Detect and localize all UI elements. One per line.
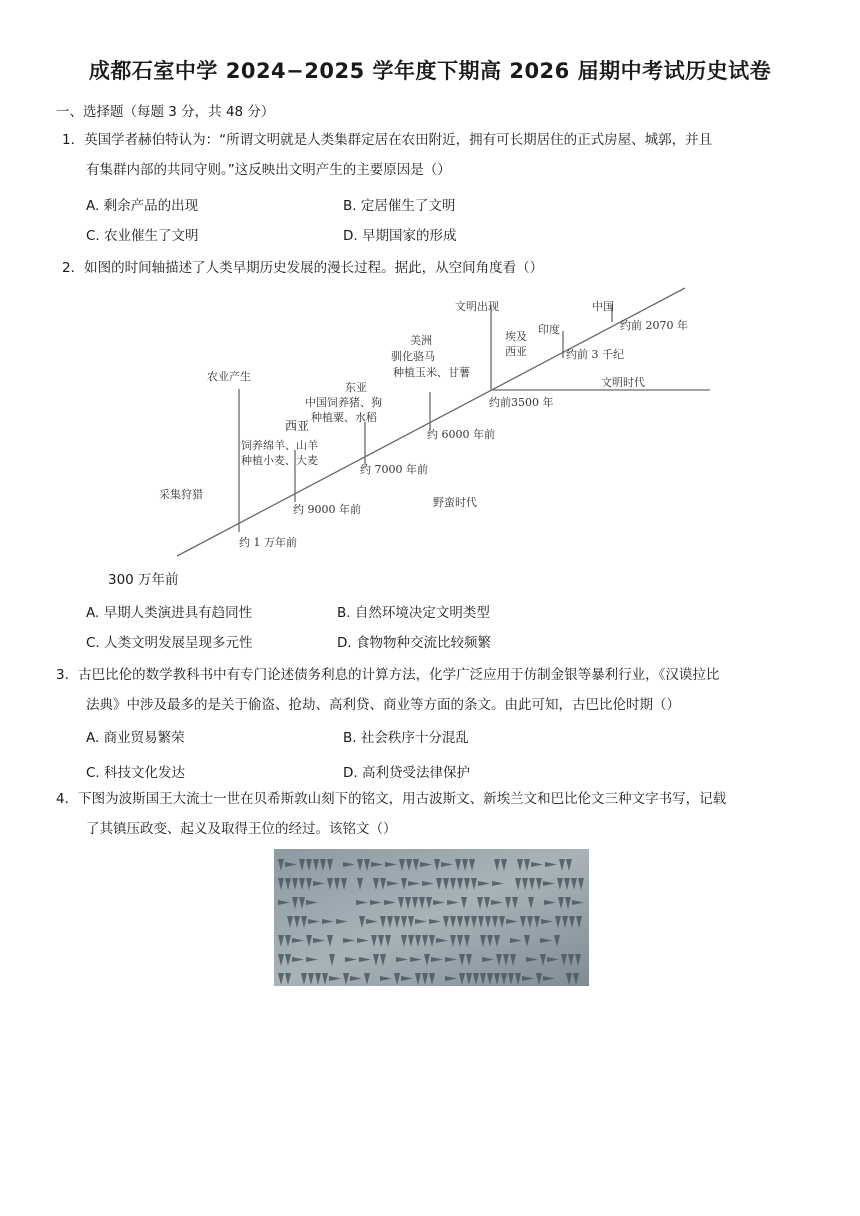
question-number: 2．	[62, 260, 85, 276]
option-b[interactable]: B. 定居催生了文明	[343, 198, 456, 214]
section-heading: 一、选择题（每题 3 分，共 48 分）	[56, 104, 275, 120]
label-americas-1: 驯化骆马	[391, 350, 435, 363]
option-c[interactable]: C. 农业催生了文明	[86, 228, 199, 244]
label-agriculture: 农业产生	[207, 370, 251, 383]
label-3500: 约前3500 年	[489, 396, 554, 409]
label-east-asia-2: 种植粟、水稻	[311, 411, 377, 424]
label-6000: 约 6000 年前	[427, 428, 495, 441]
question-4	[56, 784, 826, 814]
option-a[interactable]: A. 早期人类演进具有趋同性	[86, 605, 253, 621]
question-number: 4．	[56, 791, 79, 807]
label-india: 印度	[538, 323, 560, 336]
question-stem: 下图为波斯国王大流士一世在贝希斯敦山刻下的铭文，用古波斯文、新埃兰文和巴比伦文三种文字书写，记载	[78, 791, 727, 807]
label-barbarian: 野蛮时代	[433, 496, 477, 509]
question-stem: 英国学者赫伯特认为：“所谓文明就是人类集群定居在农田附近，拥有可长期居住的正式房屋、城郭，并且	[84, 132, 713, 148]
option-b[interactable]: B. 自然环境决定文明类型	[337, 605, 490, 621]
label-americas-2: 种植玉米、甘薯	[393, 366, 470, 379]
option-b[interactable]: B. 社会秩序十分混乱	[343, 730, 469, 746]
question-stem: 如图的时间轴描述了人类早期历史发展的漫长过程。据此，从空间角度看（）	[84, 260, 544, 276]
option-a[interactable]: A. 剩余产品的出现	[86, 198, 199, 214]
option-d[interactable]: D. 高利贷受法律保护	[343, 765, 470, 781]
label-east-asia: 东亚	[345, 381, 367, 394]
label-americas: 美洲	[410, 334, 432, 347]
option-c[interactable]: C. 科技文化发达	[86, 765, 186, 781]
label-civ-era: 文明时代	[601, 376, 645, 389]
label-10000: 约 1 万年前	[239, 536, 297, 549]
label-9000: 约 9000 年前	[293, 503, 361, 516]
option-c[interactable]: C. 人类文明发展呈现多元性	[86, 635, 253, 651]
label-3000: 约前 3 千纪	[566, 348, 624, 361]
question-3-line2: 法典》中涉及最多的是关于偷盗、抢劫、高利贷、商业等方面的条文。由此可知，古巴比伦时期（）	[86, 697, 680, 713]
label-egypt: 埃及	[505, 330, 527, 343]
cuneiform-image	[274, 849, 589, 986]
label-7000: 约 7000 年前	[360, 463, 428, 476]
question-1	[62, 125, 822, 155]
label-west-asia: 西亚	[285, 419, 310, 433]
question-number: 3．	[56, 667, 79, 683]
question-1-line2: 有集群内部的共同守则。”这反映出文明产生的主要原因是（）	[86, 162, 451, 178]
timeline-axis	[177, 288, 685, 556]
label-west-asia-civ: 西亚	[505, 345, 527, 358]
label-west-asia-2: 种植小麦、大麦	[241, 454, 318, 467]
page-title: 成都石室中学 2024−2025 学年度下期高 2026 届期中考试历史试卷	[88, 59, 772, 83]
label-west-asia-1: 饲养绵羊、山羊	[241, 439, 318, 452]
label-2070: 约前 2070 年	[620, 319, 688, 332]
timeline-figure	[155, 284, 715, 560]
question-3	[56, 660, 826, 690]
label-civ-appear: 文明出现	[455, 300, 499, 313]
question-2	[62, 253, 543, 283]
option-d[interactable]: D. 早期国家的形成	[343, 228, 457, 244]
option-d[interactable]: D. 食物物种交流比较频繁	[337, 635, 491, 651]
question-number: 1．	[62, 132, 85, 148]
behistun-inscription-photo	[274, 849, 589, 986]
option-a[interactable]: A. 商业贸易繁荣	[86, 730, 185, 746]
label-china: 中国	[592, 300, 614, 313]
label-east-asia-1: 中国饲养猪、狗	[305, 396, 382, 409]
figure-caption: 300 万年前	[108, 572, 179, 588]
question-stem: 古巴比伦的数学教科书中有专门论述债务利息的计算方法，化学广泛应用于仿制金银等暴利行业，《汉谟拉比	[78, 667, 720, 683]
label-gathering: 采集狩猎	[159, 488, 203, 501]
question-4-line2: 了其镇压政变、起义及取得王位的经过。该铭文（）	[86, 821, 397, 837]
